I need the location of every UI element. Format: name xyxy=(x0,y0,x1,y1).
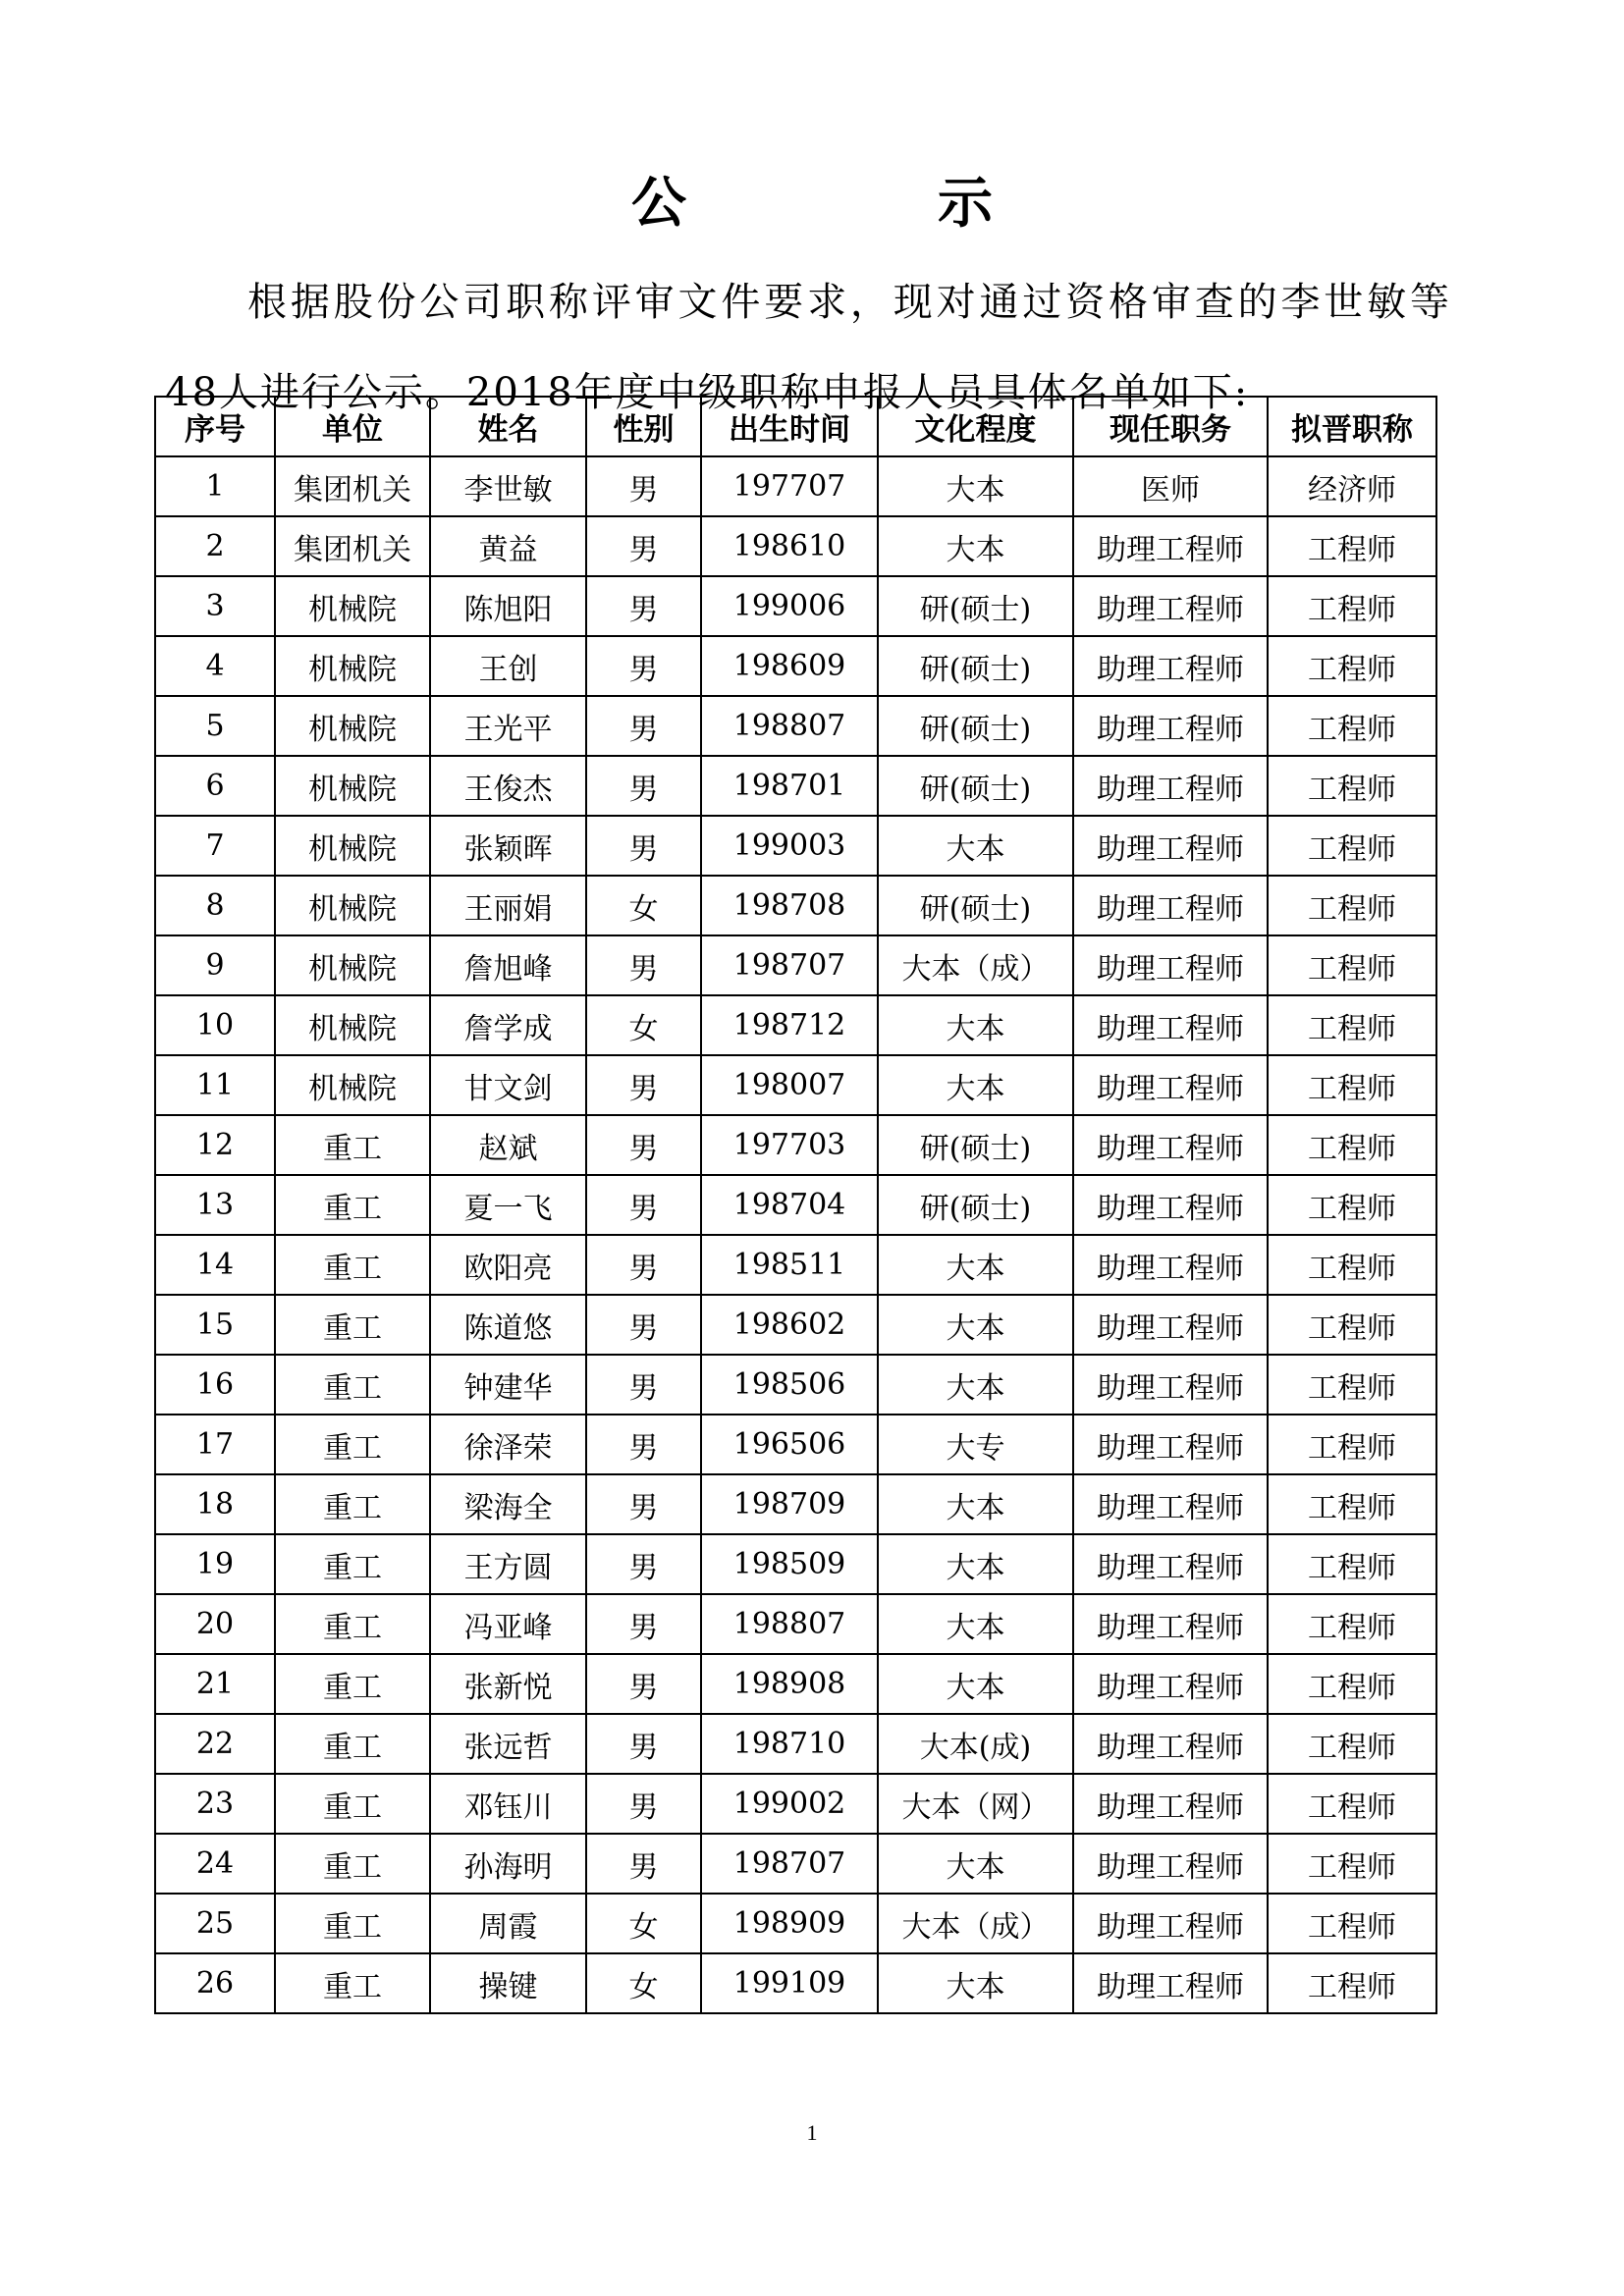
cell-unit: 集团机关 xyxy=(275,456,430,516)
cell-proposed-title: 工程师 xyxy=(1268,1295,1436,1355)
cell-proposed-title: 工程师 xyxy=(1268,1235,1436,1295)
cell-name: 陈道悠 xyxy=(430,1295,586,1355)
cell-gender: 男 xyxy=(586,696,701,756)
cell-birth: 198602 xyxy=(701,1295,878,1355)
cell-name: 王俊杰 xyxy=(430,756,586,816)
table-row xyxy=(155,816,1436,876)
cell-current-title: 助理工程师 xyxy=(1073,1534,1268,1594)
table-row xyxy=(155,1115,1436,1175)
cell-name: 张新悦 xyxy=(430,1654,586,1714)
cell-current-title: 助理工程师 xyxy=(1073,1834,1268,1894)
cell-unit: 重工 xyxy=(275,1534,430,1594)
cell-current-title: 助理工程师 xyxy=(1073,1654,1268,1714)
cell-gender: 男 xyxy=(586,935,701,995)
cell-gender: 男 xyxy=(586,1235,701,1295)
cell-seq: 18 xyxy=(155,1474,275,1534)
cell-unit: 重工 xyxy=(275,1714,430,1774)
header-birth: 出生时间 xyxy=(701,397,878,456)
cell-seq: 11 xyxy=(155,1055,275,1115)
cell-education: 大本 xyxy=(878,1235,1073,1295)
cell-unit: 重工 xyxy=(275,1654,430,1714)
cell-birth: 199002 xyxy=(701,1774,878,1834)
cell-birth: 198707 xyxy=(701,1834,878,1894)
cell-proposed-title: 工程师 xyxy=(1268,1953,1436,2013)
cell-name: 詹学成 xyxy=(430,995,586,1055)
cell-gender: 女 xyxy=(586,876,701,935)
cell-name: 詹旭峰 xyxy=(430,935,586,995)
cell-proposed-title: 经济师 xyxy=(1268,456,1436,516)
cell-unit: 重工 xyxy=(275,1175,430,1235)
cell-education: 大本（成） xyxy=(878,935,1073,995)
cell-education: 研(硕士) xyxy=(878,576,1073,636)
cell-proposed-title: 工程师 xyxy=(1268,1894,1436,1953)
cell-unit: 重工 xyxy=(275,1474,430,1534)
cell-seq: 16 xyxy=(155,1355,275,1415)
cell-birth: 198509 xyxy=(701,1534,878,1594)
cell-name: 邓钰川 xyxy=(430,1774,586,1834)
cell-gender: 男 xyxy=(586,576,701,636)
cell-proposed-title: 工程师 xyxy=(1268,1474,1436,1534)
header-unit: 单位 xyxy=(275,397,430,456)
table-row xyxy=(155,1594,1436,1654)
cell-unit: 重工 xyxy=(275,1355,430,1415)
cell-seq: 4 xyxy=(155,636,275,696)
cell-proposed-title: 工程师 xyxy=(1268,995,1436,1055)
header-gender: 性别 xyxy=(586,397,701,456)
table-row xyxy=(155,1295,1436,1355)
cell-education: 研(硕士) xyxy=(878,1175,1073,1235)
cell-current-title: 助理工程师 xyxy=(1073,1175,1268,1235)
cell-birth: 199006 xyxy=(701,576,878,636)
cell-birth: 198709 xyxy=(701,1474,878,1534)
cell-name: 孙海明 xyxy=(430,1834,586,1894)
cell-birth: 198908 xyxy=(701,1654,878,1714)
cell-birth: 198704 xyxy=(701,1175,878,1235)
cell-birth: 198609 xyxy=(701,636,878,696)
cell-education: 大本 xyxy=(878,995,1073,1055)
cell-birth: 198506 xyxy=(701,1355,878,1415)
cell-proposed-title: 工程师 xyxy=(1268,696,1436,756)
cell-current-title: 助理工程师 xyxy=(1073,876,1268,935)
page-title: 公 示 xyxy=(631,172,1091,236)
header-education: 文化程度 xyxy=(878,397,1073,456)
cell-gender: 男 xyxy=(586,1355,701,1415)
table-row xyxy=(155,636,1436,696)
cell-current-title: 助理工程师 xyxy=(1073,1415,1268,1474)
cell-education: 大专 xyxy=(878,1415,1073,1474)
cell-unit: 机械院 xyxy=(275,576,430,636)
cell-proposed-title: 工程师 xyxy=(1268,1355,1436,1415)
cell-gender: 女 xyxy=(586,1953,701,2013)
cell-current-title: 助理工程师 xyxy=(1073,1894,1268,1953)
cell-education: 大本 xyxy=(878,516,1073,576)
cell-unit: 重工 xyxy=(275,1953,430,2013)
table-row xyxy=(155,1534,1436,1594)
cell-unit: 机械院 xyxy=(275,696,430,756)
cell-proposed-title: 工程师 xyxy=(1268,636,1436,696)
cell-seq: 13 xyxy=(155,1175,275,1235)
cell-unit: 重工 xyxy=(275,1235,430,1295)
cell-current-title: 助理工程师 xyxy=(1073,1714,1268,1774)
cell-proposed-title: 工程师 xyxy=(1268,516,1436,576)
cell-gender: 女 xyxy=(586,1894,701,1953)
cell-current-title: 助理工程师 xyxy=(1073,636,1268,696)
cell-current-title: 助理工程师 xyxy=(1073,1355,1268,1415)
cell-education: 研(硕士) xyxy=(878,696,1073,756)
cell-name: 徐泽荣 xyxy=(430,1415,586,1474)
cell-education: 大本 xyxy=(878,1474,1073,1534)
cell-seq: 7 xyxy=(155,816,275,876)
cell-seq: 15 xyxy=(155,1295,275,1355)
cell-current-title: 助理工程师 xyxy=(1073,576,1268,636)
cell-unit: 重工 xyxy=(275,1115,430,1175)
cell-gender: 男 xyxy=(586,1474,701,1534)
cell-education: 大本 xyxy=(878,816,1073,876)
table-row xyxy=(155,1474,1436,1534)
table-row xyxy=(155,995,1436,1055)
cell-education: 研(硕士) xyxy=(878,636,1073,696)
cell-unit: 重工 xyxy=(275,1594,430,1654)
table-row xyxy=(155,756,1436,816)
cell-education: 大本 xyxy=(878,1055,1073,1115)
cell-proposed-title: 工程师 xyxy=(1268,576,1436,636)
cell-seq: 19 xyxy=(155,1534,275,1594)
cell-seq: 17 xyxy=(155,1415,275,1474)
cell-gender: 男 xyxy=(586,1834,701,1894)
cell-seq: 9 xyxy=(155,935,275,995)
cell-current-title: 助理工程师 xyxy=(1073,1474,1268,1534)
cell-current-title: 助理工程师 xyxy=(1073,696,1268,756)
cell-unit: 机械院 xyxy=(275,935,430,995)
header-row xyxy=(155,397,1436,456)
table-row xyxy=(155,1235,1436,1295)
cell-gender: 男 xyxy=(586,1295,701,1355)
cell-name: 赵斌 xyxy=(430,1115,586,1175)
cell-unit: 重工 xyxy=(275,1774,430,1834)
cell-name: 甘文剑 xyxy=(430,1055,586,1115)
cell-proposed-title: 工程师 xyxy=(1268,756,1436,816)
cell-unit: 机械院 xyxy=(275,756,430,816)
cell-birth: 197703 xyxy=(701,1115,878,1175)
table-row xyxy=(155,456,1436,516)
cell-seq: 23 xyxy=(155,1774,275,1834)
header-name: 姓名 xyxy=(430,397,586,456)
cell-name: 张远哲 xyxy=(430,1714,586,1774)
cell-gender: 男 xyxy=(586,1415,701,1474)
cell-gender: 男 xyxy=(586,816,701,876)
cell-name: 梁海全 xyxy=(430,1474,586,1534)
cell-seq: 25 xyxy=(155,1894,275,1953)
cell-seq: 21 xyxy=(155,1654,275,1714)
cell-birth: 198710 xyxy=(701,1714,878,1774)
cell-gender: 男 xyxy=(586,1534,701,1594)
roster-table xyxy=(154,396,1437,2014)
cell-proposed-title: 工程师 xyxy=(1268,1774,1436,1834)
cell-seq: 26 xyxy=(155,1953,275,2013)
table-row xyxy=(155,576,1436,636)
cell-education: 大本 xyxy=(878,1594,1073,1654)
cell-birth: 198807 xyxy=(701,1594,878,1654)
cell-birth: 198909 xyxy=(701,1894,878,1953)
cell-unit: 机械院 xyxy=(275,816,430,876)
cell-education: 大本 xyxy=(878,1654,1073,1714)
cell-gender: 男 xyxy=(586,456,701,516)
cell-name: 冯亚峰 xyxy=(430,1594,586,1654)
cell-gender: 男 xyxy=(586,1594,701,1654)
cell-gender: 男 xyxy=(586,516,701,576)
cell-unit: 机械院 xyxy=(275,995,430,1055)
cell-unit: 重工 xyxy=(275,1894,430,1953)
table-row xyxy=(155,1415,1436,1474)
cell-name: 王创 xyxy=(430,636,586,696)
cell-education: 大本 xyxy=(878,1355,1073,1415)
cell-unit: 重工 xyxy=(275,1295,430,1355)
cell-gender: 男 xyxy=(586,1774,701,1834)
cell-current-title: 助理工程师 xyxy=(1073,756,1268,816)
cell-proposed-title: 工程师 xyxy=(1268,935,1436,995)
cell-education: 研(硕士) xyxy=(878,876,1073,935)
cell-birth: 198701 xyxy=(701,756,878,816)
intro-paragraph: 根据股份公司职称评审文件要求，现对通过资格审查的李世敏等48人进行公示。2018年度中级职称申报人员具体名单如下: xyxy=(165,280,1451,415)
table-row xyxy=(155,935,1436,995)
cell-name: 张颖晖 xyxy=(430,816,586,876)
cell-birth: 198707 xyxy=(701,935,878,995)
cell-name: 王光平 xyxy=(430,696,586,756)
cell-gender: 男 xyxy=(586,756,701,816)
cell-education: 大本 xyxy=(878,1534,1073,1594)
cell-gender: 女 xyxy=(586,995,701,1055)
cell-education: 大本 xyxy=(878,1953,1073,2013)
cell-education: 大本 xyxy=(878,456,1073,516)
cell-birth: 198708 xyxy=(701,876,878,935)
cell-unit: 集团机关 xyxy=(275,516,430,576)
cell-seq: 10 xyxy=(155,995,275,1055)
cell-proposed-title: 工程师 xyxy=(1268,1534,1436,1594)
cell-current-title: 助理工程师 xyxy=(1073,1055,1268,1115)
cell-proposed-title: 工程师 xyxy=(1268,876,1436,935)
header-seq: 序号 xyxy=(155,397,275,456)
table-row xyxy=(155,1175,1436,1235)
cell-name: 夏一飞 xyxy=(430,1175,586,1235)
cell-birth: 198807 xyxy=(701,696,878,756)
cell-gender: 男 xyxy=(586,1654,701,1714)
cell-birth: 198712 xyxy=(701,995,878,1055)
table-row xyxy=(155,516,1436,576)
cell-current-title: 助理工程师 xyxy=(1073,1235,1268,1295)
cell-current-title: 助理工程师 xyxy=(1073,1594,1268,1654)
cell-seq: 20 xyxy=(155,1594,275,1654)
table-row xyxy=(155,1714,1436,1774)
cell-birth: 196506 xyxy=(701,1415,878,1474)
cell-proposed-title: 工程师 xyxy=(1268,1175,1436,1235)
cell-seq: 22 xyxy=(155,1714,275,1774)
cell-proposed-title: 工程师 xyxy=(1268,1834,1436,1894)
table-row xyxy=(155,1834,1436,1894)
cell-proposed-title: 工程师 xyxy=(1268,1055,1436,1115)
cell-proposed-title: 工程师 xyxy=(1268,1714,1436,1774)
cell-seq: 2 xyxy=(155,516,275,576)
cell-seq: 12 xyxy=(155,1115,275,1175)
cell-seq: 8 xyxy=(155,876,275,935)
cell-proposed-title: 工程师 xyxy=(1268,1594,1436,1654)
header-proposed-title: 拟晋职称 xyxy=(1268,397,1436,456)
cell-education: 大本 xyxy=(878,1834,1073,1894)
cell-seq: 14 xyxy=(155,1235,275,1295)
cell-current-title: 助理工程师 xyxy=(1073,1115,1268,1175)
cell-unit: 机械院 xyxy=(275,636,430,696)
cell-education: 研(硕士) xyxy=(878,1115,1073,1175)
cell-name: 李世敏 xyxy=(430,456,586,516)
cell-proposed-title: 工程师 xyxy=(1268,1115,1436,1175)
table-row xyxy=(155,876,1436,935)
table-row xyxy=(155,1953,1436,2013)
cell-proposed-title: 工程师 xyxy=(1268,816,1436,876)
table-row xyxy=(155,1654,1436,1714)
cell-birth: 198511 xyxy=(701,1235,878,1295)
cell-birth: 198610 xyxy=(701,516,878,576)
cell-unit: 机械院 xyxy=(275,1055,430,1115)
cell-proposed-title: 工程师 xyxy=(1268,1654,1436,1714)
table-row xyxy=(155,1894,1436,1953)
table-row xyxy=(155,1055,1436,1115)
cell-seq: 1 xyxy=(155,456,275,516)
cell-name: 钟建华 xyxy=(430,1355,586,1415)
cell-current-title: 助理工程师 xyxy=(1073,1295,1268,1355)
cell-name: 操键 xyxy=(430,1953,586,2013)
table-row xyxy=(155,696,1436,756)
cell-education: 大本（网） xyxy=(878,1774,1073,1834)
cell-name: 黄益 xyxy=(430,516,586,576)
cell-current-title: 助理工程师 xyxy=(1073,1953,1268,2013)
cell-current-title: 助理工程师 xyxy=(1073,1774,1268,1834)
cell-birth: 198007 xyxy=(701,1055,878,1115)
cell-name: 欧阳亮 xyxy=(430,1235,586,1295)
cell-gender: 男 xyxy=(586,1714,701,1774)
cell-education: 研(硕士) xyxy=(878,756,1073,816)
cell-current-title: 助理工程师 xyxy=(1073,516,1268,576)
cell-current-title: 助理工程师 xyxy=(1073,995,1268,1055)
cell-name: 陈旭阳 xyxy=(430,576,586,636)
cell-name: 周霞 xyxy=(430,1894,586,1953)
cell-seq: 6 xyxy=(155,756,275,816)
table-row xyxy=(155,1355,1436,1415)
cell-birth: 197707 xyxy=(701,456,878,516)
table-row xyxy=(155,1774,1436,1834)
cell-birth: 199003 xyxy=(701,816,878,876)
cell-current-title: 医师 xyxy=(1073,456,1268,516)
cell-seq: 3 xyxy=(155,576,275,636)
cell-seq: 5 xyxy=(155,696,275,756)
cell-name: 王丽娟 xyxy=(430,876,586,935)
cell-unit: 重工 xyxy=(275,1415,430,1474)
cell-name: 王方圆 xyxy=(430,1534,586,1594)
cell-gender: 男 xyxy=(586,1055,701,1115)
cell-seq: 24 xyxy=(155,1834,275,1894)
cell-proposed-title: 工程师 xyxy=(1268,1415,1436,1474)
cell-birth: 199109 xyxy=(701,1953,878,2013)
cell-unit: 重工 xyxy=(275,1834,430,1894)
page-number: 1 xyxy=(806,2120,818,2145)
cell-current-title: 助理工程师 xyxy=(1073,935,1268,995)
cell-current-title: 助理工程师 xyxy=(1073,816,1268,876)
cell-gender: 男 xyxy=(586,1175,701,1235)
header-current-title: 现任职务 xyxy=(1073,397,1268,456)
cell-education: 大本（成） xyxy=(878,1894,1073,1953)
cell-gender: 男 xyxy=(586,636,701,696)
cell-education: 大本(成) xyxy=(878,1714,1073,1774)
cell-unit: 机械院 xyxy=(275,876,430,935)
cell-education: 大本 xyxy=(878,1295,1073,1355)
cell-gender: 男 xyxy=(586,1115,701,1175)
